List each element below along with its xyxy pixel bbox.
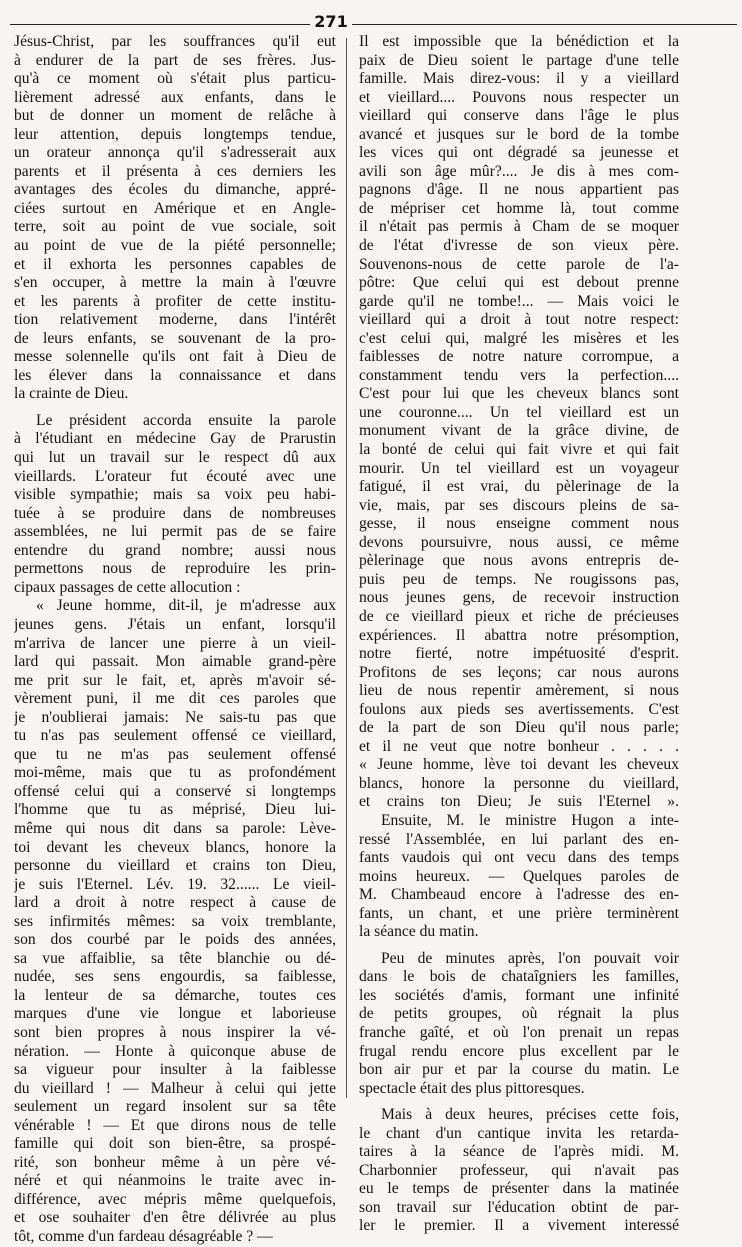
text-line: C'est pour lui que les cheveux blancs sont (359, 385, 679, 403)
text-line: eu le temps de présenter dans la matinée (359, 1180, 679, 1198)
text-line: il n'était pas permis à Cham de se moquer (359, 218, 679, 236)
text-line: notre fierté, notre impétuosité d'esprit. (359, 645, 679, 663)
text-line: fants, un chant, et une prière terminèrent (359, 904, 679, 922)
page-number: 271 (314, 12, 348, 31)
header-rule-right (352, 24, 737, 25)
text-line: jeunes gens. J'étais un enfant, lorsqu'il (14, 615, 336, 633)
text-line: les vices qui ont dégradé sa jeunesse et (359, 144, 679, 162)
text-line: terre, soit au point de vue sociale, soit (14, 218, 336, 236)
text-line: c'est celui qui, malgré les misères et les (359, 329, 679, 347)
text-line: pagnons d'âge. Il ne nous appartient pas (359, 181, 679, 199)
text-line: fants vaudois qui ont vecu dans des temps (359, 849, 679, 867)
text-line: paix de Dieu soient le partage d'une telle (359, 51, 679, 69)
text-line: ses infirmités mêmes: sa voix tremblante, (14, 912, 336, 930)
text-line: que tu ne m'as pas seulement offensé (14, 745, 336, 763)
text-line: lièrement adressé aux enfants, dans le (14, 88, 336, 106)
text-line: néré et qui néanmoins le traite avec in- (14, 1172, 336, 1190)
text-line: expériences. Il abattra notre présomption, (359, 626, 679, 644)
text-line: leur attention, depuis longtemps tendue, (14, 125, 336, 143)
text-line: même qui nous dit dans sa parole: Lève- (14, 819, 336, 837)
text-line: Mais à deux heures, précises cette fois, (381, 1106, 679, 1124)
text-line: tôt, comme d'un fardeau désagréable ? — (14, 1228, 273, 1245)
text-line: un orateur annonça qu'il s'adresserait aux (14, 144, 336, 162)
text-line: Le président accorda ensuite la parole (36, 411, 336, 429)
text-line: nération. — Honte à quiconque abuse de (14, 1042, 336, 1060)
text-line: de l'état d'ivresse de son vieux père. (359, 237, 679, 255)
text-line: nous jeunes gens, de recevoir instruction (359, 589, 679, 607)
text-line: blancs, honore la personne du vieillard, (359, 774, 679, 792)
text-line: et crains ton Dieu; Je suis l'Eternel ». (359, 793, 679, 811)
text-line: parents et il présenta à ces derniers les (14, 162, 336, 180)
text-line: je suis l'Eternel. Lév. 19. 32...... Le vieil- (14, 875, 336, 893)
text-line: ciées surtout en Amérique et en Angle- (14, 199, 336, 217)
text-line: la lenteur de sa démarche, toutes ces (14, 986, 336, 1004)
text-line: avili son âge mûr?.... Je dis à mes com- (359, 162, 679, 180)
text-line: famille qui doit son bien-être, sa prospé- (14, 1135, 336, 1153)
text-line: nudée, ses sens engourdis, sa faiblesse, (14, 968, 336, 986)
text-line: pèlerinage que nous avons entrepris de- (359, 552, 679, 570)
text-line: moins heureux. — Quelques paroles de (359, 867, 679, 885)
text-line: famille. Mais direz-vous: il y a vieillard (359, 70, 679, 88)
text-line: les élever dans la connaissance et dans (14, 366, 336, 384)
text-line: M. Chambeaud encore à l'adresse des en- (359, 886, 679, 904)
text-line: vèrement puni, il me dit ces paroles que (14, 690, 336, 708)
text-line: lard qui passait. Mon aimable grand-père (14, 653, 336, 671)
text-line: fatigué, il est vrai, du pèlerinage de la (359, 478, 679, 496)
text-line: Souvenons-nous de cette parole de l'a- (359, 255, 679, 273)
right-column (359, 33, 679, 1236)
text-line: me prit sur le fait, et, après m'avoir sé- (14, 671, 336, 689)
text-line: je n'oublierai jamais: Ne sais-tu pas que (14, 708, 336, 726)
text-line: pôtre: Que celui qui est debout prenne (359, 274, 679, 292)
left-column (14, 33, 336, 1247)
header-rule-left (10, 24, 310, 25)
text-line: tuée à se produire dans de nombreuses (14, 504, 336, 522)
text-line: Jésus-Christ, par les souffrances qu'il eut (14, 33, 336, 50)
text-line: de leurs enfants, se souvenant de la pro- (14, 329, 336, 347)
text-line: vie, mais, par ses discours pleins de sa- (359, 496, 679, 514)
text-line: sont bien propres à nous inspirer la vé- (14, 1023, 336, 1041)
text-line: moi-même, mais que tu as profondément (14, 764, 336, 782)
text-line: la séance du matin. (359, 923, 479, 941)
text-line: spectacle était des plus pittoresques. (359, 1079, 585, 1097)
text-line: puis peu de temps. Ne rougissons pas, (359, 570, 679, 588)
text-line: seulement un regard insolent sur sa tête (14, 1098, 336, 1116)
text-line: la crainte de Dieu. (14, 385, 129, 403)
text-line: monument vivant de la grâce divine, de (359, 422, 679, 440)
text-line: et les parents à profiter de cette institu- (14, 292, 336, 310)
text-line: devons poursuivre, nous aussi, ce même (359, 533, 679, 551)
text-line: offensé celui qui a conservé si longtemps (14, 782, 336, 800)
text-line: frugal rendu encore plus excellent par le (359, 1042, 679, 1060)
text-line: l'homme que tu as méprisé, Dieu lui- (14, 801, 336, 819)
text-line: foulons aux pieds ses avertissements. C'est (359, 700, 679, 718)
text-line: dans le bois de chataîgniers les familles, (359, 968, 679, 986)
text-line: vieillards. L'orateur fut écouté avec une (14, 467, 336, 485)
text-line: permettons nous de reproduire les prin- (14, 560, 336, 578)
text-line: vieillard qui a droit à tout notre respect: (359, 311, 679, 329)
text-line: qu'à ce moment où s'était plus particu- (14, 70, 336, 88)
text-line: cipaux passages de cette allocution : (14, 578, 241, 596)
text-line: Profitons de ses leçons; car nous aurons (359, 663, 679, 681)
text-line: constamment tendu vers la perfection.... (359, 366, 679, 384)
text-line: bon air pur et par la course du matin. Le (359, 1061, 679, 1079)
text-line: faiblesses de notre nature corrompue, a (359, 348, 679, 366)
text-line: Ensuite, M. le ministre Hugon a inte- (381, 811, 679, 829)
text-line: son travail sur l'éducation obtint de par- (359, 1198, 679, 1216)
text-line: à endurer de la part de ses frères. Jus- (14, 51, 336, 69)
text-line: but de donner un moment de relâche à (14, 107, 336, 125)
text-line: sa vue affaiblie, sa tête blanchie ou dé- (14, 949, 336, 967)
text-line: Il est impossible que la bénédiction et la (359, 33, 679, 50)
text-line: vieillard qui conserve dans l'âge le plus (359, 107, 679, 125)
text-line: qui lut un travail sur le respect dû aux (14, 449, 336, 467)
text-line: entendre du grand nombre; aussi nous (14, 541, 336, 559)
text-line: avancé et jusques sur le bord de la tombe (359, 125, 679, 143)
text-line: visible sympathie; mais sa voix peu habi- (14, 486, 336, 504)
text-line: Charbonnier professeur, qui n'avait pas (359, 1161, 679, 1179)
text-line: Peu de minutes après, l'on pouvait voir (381, 949, 679, 967)
text-line: la bonté de celui qui fait vivre et qui fait (359, 441, 679, 459)
text-line: les sociétés d'amis, formant une infinité (359, 986, 679, 1004)
text-line: au point de vue de la piété personnelle; (14, 237, 336, 255)
text-line: assemblées, ne lui permit pas de se faire (14, 523, 336, 541)
text-line: le chant d'un cantique invita les retarda- (359, 1124, 679, 1142)
text-line: personne du vieillard et crains ton Dieu, (14, 857, 336, 875)
text-line: une couronne.... Un tel vieillard est un (359, 403, 679, 421)
text-line: de la part de son Dieu qu'il nous parle; (359, 719, 679, 737)
text-line: rité, son bonheur même à un père vé- (14, 1153, 336, 1171)
text-line: garde qu'il ne tombe!... — Mais voici le (359, 292, 679, 310)
text-line: lard a droit à notre respect à cause de (14, 894, 336, 912)
text-line: s'en occuper, à mettre la main à l'œuvre (14, 274, 336, 292)
text-line: m'arriva de lancer une pierre à un vieil- (14, 634, 336, 652)
text-line: de mépriser cet homme là, tout comme (359, 199, 679, 217)
text-line: et il exhorta les personnes capables de (14, 255, 336, 273)
text-line: et ose souhaiter d'en être délivrée au plus (14, 1209, 336, 1227)
text-line: tion relativement moderne, dans l'intérêt (14, 311, 336, 329)
text-line: différence, avec mépris même quelquefois, (14, 1190, 336, 1208)
text-line: de petits groupes, où régnait la plus (359, 1005, 679, 1023)
text-line: tu n'as pas seulement offensé ce vieillard, (14, 727, 336, 745)
text-line: ressé l'Assemblée, en lui parlant des en- (359, 830, 679, 848)
paragraph-gap (14, 404, 336, 412)
text-line: vénérable ! — Et que dirons nous de telle (14, 1116, 336, 1134)
paragraph-gap (359, 1098, 679, 1106)
text-line: et vieillard.... Pouvons nous respecter un (359, 88, 679, 106)
text-line: mourir. Un tel vieillard est un voyageur (359, 459, 679, 477)
text-line: taires à la séance de l'après midi. M. (359, 1143, 679, 1161)
text-line: messe solennelle qu'ils ont fait à Dieu de (14, 348, 336, 366)
text-line: et il ne veut que notre bonheur . . . . . (359, 737, 679, 755)
text-line: « Jeune homme, dit-il, je m'adresse aux (36, 597, 336, 615)
column-divider (346, 38, 347, 1098)
text-line: « Jeune homme, lève toi devant les cheveux (359, 756, 679, 774)
text-line: marques d'une vie longue et laborieuse (14, 1005, 336, 1023)
text-line: lieu de nous repentir amèrement, si nous (359, 682, 679, 700)
text-line: son dos courbé par le poids des années, (14, 931, 336, 949)
text-line: avantages des écoles du dimanche, appré- (14, 181, 336, 199)
text-line: toi devant les cheveux blancs, honore la (14, 838, 336, 856)
text-line: à l'étudiant en médecine Gay de Prarustin (14, 430, 336, 448)
text-line: du vieillard ! — Malheur à celui qui jette (14, 1079, 336, 1097)
text-line: franche gaîté, et où l'on prenait un repas (359, 1023, 679, 1041)
paragraph-gap (359, 942, 679, 950)
text-line: de ce vieillard pieux et riche de précieuses (359, 607, 679, 625)
text-line: gesse, il nous enseigne comment nous (359, 515, 679, 533)
text-line: ler le premier. Il a vivement interessé (359, 1217, 679, 1235)
text-line: sa vigueur pour insulter à la faiblesse (14, 1061, 336, 1079)
